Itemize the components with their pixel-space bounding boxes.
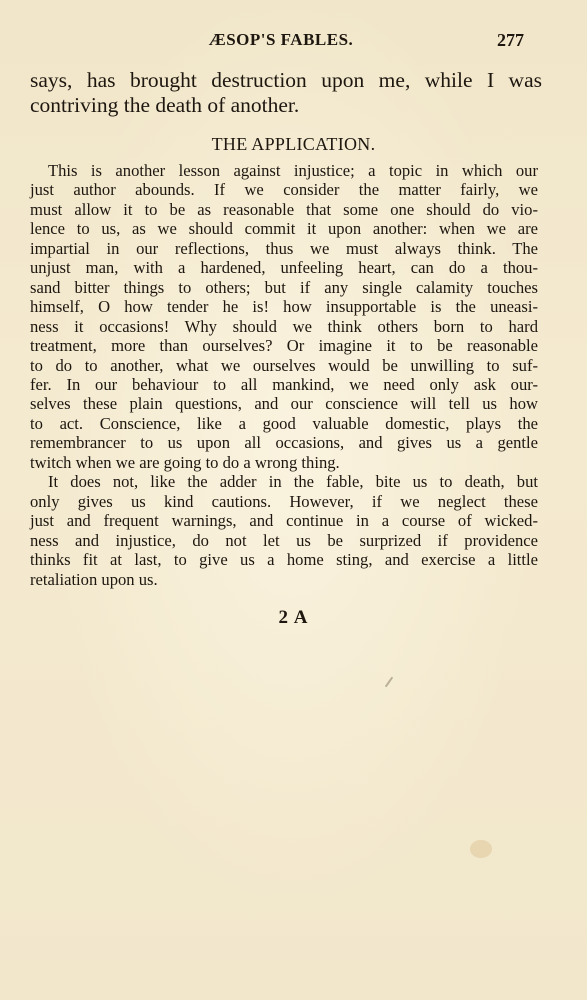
text-line: remembrancer to us upon all occasions, and gives us a gentle (30, 433, 538, 453)
text-line: unjust man, with a hardened, unfeeling heart, can do a thou- (30, 258, 538, 278)
page-number: 277 (497, 30, 524, 50)
text-line: ness it occasions! Why should we think others born to hard (30, 316, 538, 336)
text-line: says, has brought destruction upon me, while I was (30, 68, 542, 92)
paragraph (30, 161, 538, 472)
continued-paragraph (30, 68, 542, 118)
text-line: himself, O how tender he is! how insupportable is the uneasi- (30, 297, 538, 317)
section-title: THE APPLICATION. (211, 134, 376, 154)
application-text (30, 161, 538, 589)
text-line: must allow it to be as reasonable that some one should do vio- (30, 199, 538, 219)
text-line: lence to us, as we should commit it upon another: when we are (30, 219, 538, 239)
text-line: treatment, more than ourselves? Or imagine it to be reasonable (30, 336, 538, 356)
text-line: It does not, like the adder in the fable, bite us to death, but (48, 472, 538, 492)
signature-mark: 2 A (278, 607, 309, 628)
running-head: ÆSOP'S FABLES. (208, 30, 354, 49)
text-line: thinks fit at last, to give us a home sting, and exercise a little (30, 550, 538, 570)
text-line: retaliation upon us. (30, 569, 158, 589)
text-line: to act. Conscience, like a good valuable domestic, plays the (30, 413, 538, 433)
text-line: only gives us kind cautions. However, if we neglect these (30, 491, 538, 511)
text-line: sand bitter things to others; but if any single calamity touches (30, 277, 538, 297)
ink-speck (385, 677, 394, 688)
text-line: impartial in our reflections, thus we must always think. The (30, 238, 538, 258)
paper-stain (470, 840, 492, 858)
paragraph (30, 472, 538, 589)
text-line: just author abounds. If we consider the matter fairly, we (30, 180, 538, 200)
text-line: This is another lesson against injustice; a topic in which our (48, 161, 538, 180)
text-line: just and frequent warnings, and continue in a course of wicked- (30, 511, 538, 531)
text-line: ness and injustice, do not let us be surprized if providence (30, 530, 538, 550)
text-line: contriving the death of another. (30, 93, 300, 117)
text-line: fer. In our behaviour to all mankind, we need only ask our- (30, 374, 538, 394)
text-line: to do to another, what we ourselves would be unwilling to suf- (30, 355, 538, 375)
text-line: selves these plain questions, and our conscience will tell us how (30, 394, 538, 414)
text-line: twitch when we are going to do a wrong thing. (30, 452, 340, 472)
